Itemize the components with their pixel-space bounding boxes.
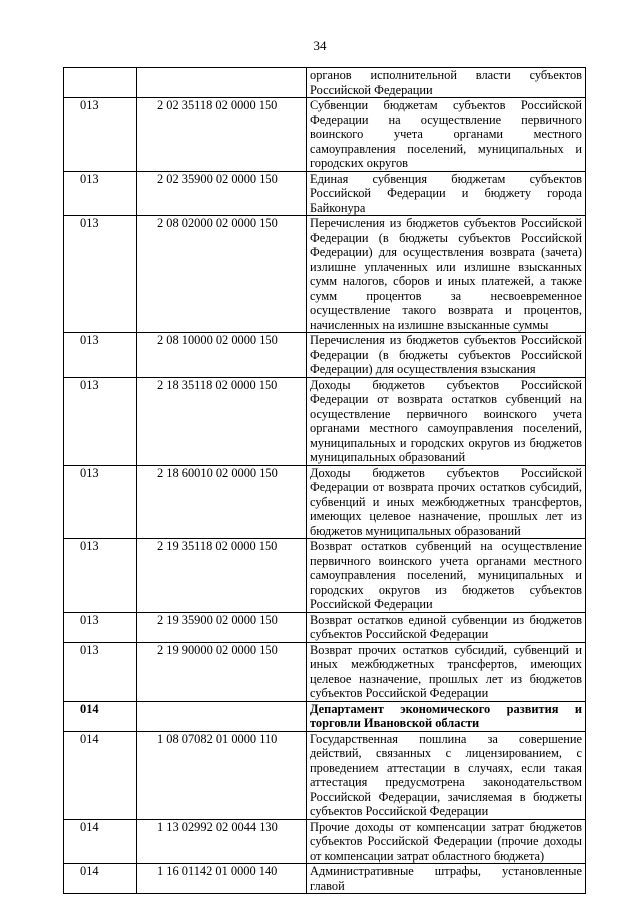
admin-code-cell: 013 — [64, 216, 137, 333]
table-row — [64, 642, 586, 701]
admin-code-cell: 014 — [64, 819, 137, 864]
description-cell: органов исполнительной власти субъектов Российской Федерации — [307, 68, 586, 98]
department-name-cell — [307, 701, 586, 731]
description-cell: Государственная пошлина за совершение действий, связанных с лицензированием, с проведением аттестации в случаях, если такая аттестация предусмотрена законодательством Российской Федерации, зачисляемая в бюджеты субъектов Российской Федерации — [307, 731, 586, 819]
table-row — [64, 68, 586, 98]
description-cell: Доходы бюджетов субъектов Российской Федерации от возврата прочих остатков субсидий, субвенций и иных межбюджетных трансфертов, имеющих целевое назначение, прошлых лет из бюджетов муниципальных образований — [307, 465, 586, 539]
admin-code-cell: 013 — [64, 377, 137, 465]
admin-code-cell: 014 — [64, 701, 137, 731]
kbk-code-cell: 2 19 35118 02 0000 150 — [137, 539, 307, 613]
description-cell: Возврат остатков субвенций на осуществление первичного воинского учета органами местного самоуправления поселений, муниципальных и городских округов из бюджетов субъектов Российской Федерации — [307, 539, 586, 613]
table-row — [64, 465, 586, 539]
kbk-code-cell: 2 08 10000 02 0000 150 — [137, 333, 307, 378]
admin-code-cell: 014 — [64, 864, 137, 894]
admin-code-cell: 013 — [64, 612, 137, 642]
kbk-code-cell — [137, 68, 307, 98]
department-heading-row — [64, 701, 586, 731]
kbk-code-cell: 1 08 07082 01 0000 110 — [137, 731, 307, 819]
table-row — [64, 612, 586, 642]
table-row — [64, 216, 586, 333]
description-cell: Субвенции бюджетам субъектов Российской Федерации на осуществление первичного воинского учета органами местного самоуправления поселений, муниципальных и городских округов — [307, 98, 586, 172]
description-cell: Возврат прочих остатков субсидий, субвенций и иных межбюджетных трансфертов, имеющих целевое назначение, прошлых лет из бюджетов субъектов Российской Федерации — [307, 642, 586, 701]
description-cell: Доходы бюджетов субъектов Российской Федерации от возврата остатков субвенций на осуществление первичного воинского учета органами местного самоуправления поселений, муниципальных и городских округов из бюджетов муниципальных образований — [307, 377, 586, 465]
kbk-code-cell: 2 02 35118 02 0000 150 — [137, 98, 307, 172]
admin-code-cell — [64, 68, 137, 98]
table-row — [64, 819, 586, 864]
description-cell: Возврат остатков единой субвенции из бюджетов субъектов Российской Федерации — [307, 612, 586, 642]
admin-code-cell: 013 — [64, 171, 137, 216]
admin-code-cell: 013 — [64, 333, 137, 378]
description-cell: Перечисления из бюджетов субъектов Российской Федерации (в бюджеты субъектов Российской Федерации) для осуществления взыскания — [307, 333, 586, 378]
kbk-code-cell: 2 02 35900 02 0000 150 — [137, 171, 307, 216]
kbk-code-cell: 2 19 90000 02 0000 150 — [137, 642, 307, 701]
kbk-code-cell: 2 18 35118 02 0000 150 — [137, 377, 307, 465]
department-name-line: Департамент экономического развития и — [310, 701, 582, 716]
admin-code-cell: 013 — [64, 539, 137, 613]
kbk-code-cell: 1 16 01142 01 0000 140 — [137, 864, 307, 894]
description-cell: Перечисления из бюджетов субъектов Российской Федерации (в бюджеты субъектов Российской Федерации) для осуществления возврата (зачета) излишне уплаченных или излишне взысканных сумм налогов, сборов и иных платежей, а также сумм процентов за несвоевременное осуществление такого возврата и процентов, начисленных на излишне взысканные суммы — [307, 216, 586, 333]
description-cell: Прочие доходы от компенсации затрат бюджетов субъектов Российской Федерации (прочие доходы от компенсации затрат областного бюджета) — [307, 819, 586, 864]
description-cell: Единая субвенция бюджетам субъектов Российской Федерации и бюджету города Байконура — [307, 171, 586, 216]
page-number: 34 — [313, 38, 327, 53]
table-row — [64, 98, 586, 172]
admin-code-cell: 014 — [64, 731, 137, 819]
admin-code-cell: 013 — [64, 98, 137, 172]
table-row — [64, 171, 586, 216]
kbk-code-cell — [137, 701, 307, 731]
kbk-code-cell: 2 19 35900 02 0000 150 — [137, 612, 307, 642]
kbk-code-cell: 2 08 02000 02 0000 150 — [137, 216, 307, 333]
table-row — [64, 539, 586, 613]
admin-code-cell: 013 — [64, 465, 137, 539]
table-row — [64, 377, 586, 465]
table-row — [64, 864, 586, 894]
revenue-codes-table — [63, 67, 586, 894]
admin-code-cell: 013 — [64, 642, 137, 701]
table-row — [64, 333, 586, 378]
kbk-code-cell: 1 13 02992 02 0044 130 — [137, 819, 307, 864]
description-cell: Административные штрафы, установленные главой — [307, 864, 586, 894]
table-row — [64, 731, 586, 819]
kbk-code-cell: 2 18 60010 02 0000 150 — [137, 465, 307, 539]
department-name-line: торговли Ивановской области — [310, 716, 480, 730]
